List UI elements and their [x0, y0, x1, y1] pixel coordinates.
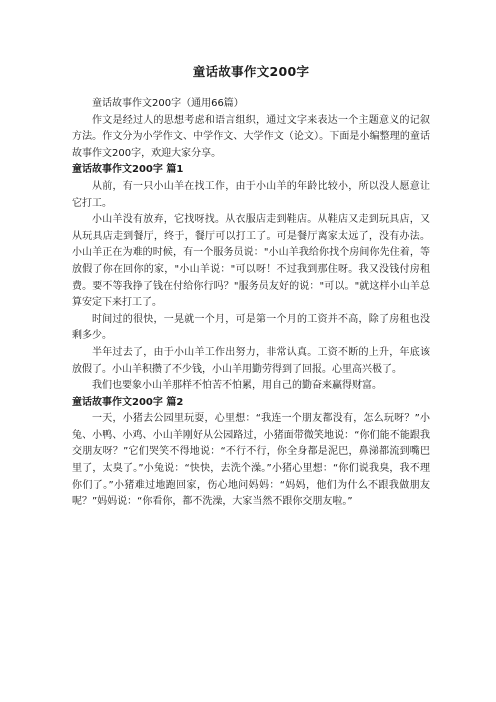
section-heading-2: 童话故事作文200字 篇2: [72, 396, 184, 408]
section-1-paragraph-3: 时间过的很快，一晃就一个月，可是第一个月的工资并不高，除了房租也没剩多少。: [72, 313, 430, 342]
section-1-paragraph-4: 半年过去了，由于小山羊工作出努力，非常认真。工资不断的上升，年底该放假了。小山羊积攒了不少钱，小山羊用勤劳得到了回报。心里高兴极了。: [72, 346, 430, 375]
document-title: 童话故事作文200字: [192, 64, 310, 79]
intro-paragraph: 作文是经过人的思想考虑和语言组织，通过文字来表达一个主题意义的记叙方法。作文分为小学作文、中学作文、大学作文（论文）。下面是小编整理的童话故事作文200字，欢迎大家分享。: [72, 114, 430, 159]
document-page: [72, 62, 430, 511]
section-heading-1: 童话故事作文200字 篇1: [72, 164, 184, 176]
section-1-paragraph-2: 小山羊没有放弃，它找呀找。从衣服店走到鞋店。从鞋店又走到玩具店，又从玩具店走到餐厅，终于，餐厅可以打工了。可是餐厅离家太远了，没有办法。小山羊正在为难的时候，有一个服务员说："小山羊我给你找个房间你先住着，等放假了你在回你的家，"小山羊说："可以呀！不过我到那住呀。我又没钱付房租费。要不等我挣了钱在付给你行吗？"服务员友好的说："可以。"就这样小山羊总算安定下来打工了。: [72, 214, 430, 309]
intro-subtitle: 童话故事作文200字（通用66篇）: [92, 98, 244, 109]
section-1-paragraph-1: 从前，有一只小山羊在找工作，由于小山羊的年龄比较小，所以没人愿意让它打工。: [72, 180, 430, 209]
section-2-paragraph-1: 一天，小猪去公园里玩耍，心里想：“我连一个朋友都没有，怎么玩呀？”小兔、小鸭、小鸡、小山羊刚好从公园路过，小猪面带微笑地说：“你们能不能跟我交朋友呀？”它们哭笑不得地说：“不行不行，你全身都是泥巴，鼻涕都流到嘴巴里了，太臭了。”小兔说：“快快，去洗个澡。”小猪心里想：“你们说我臭，我不理你们了。”小猪难过地跑回家，伤心地问妈妈：“妈妈，他们为什么不跟我做朋友呢？”妈妈说：“你看你，都不洗澡，大家当然不跟你交朋友啦。”: [72, 413, 430, 508]
section-1-paragraph-5: 我们也要象小山羊那样不怕苦不怕累，用自己的勤奋来赢得财富。: [92, 380, 382, 392]
